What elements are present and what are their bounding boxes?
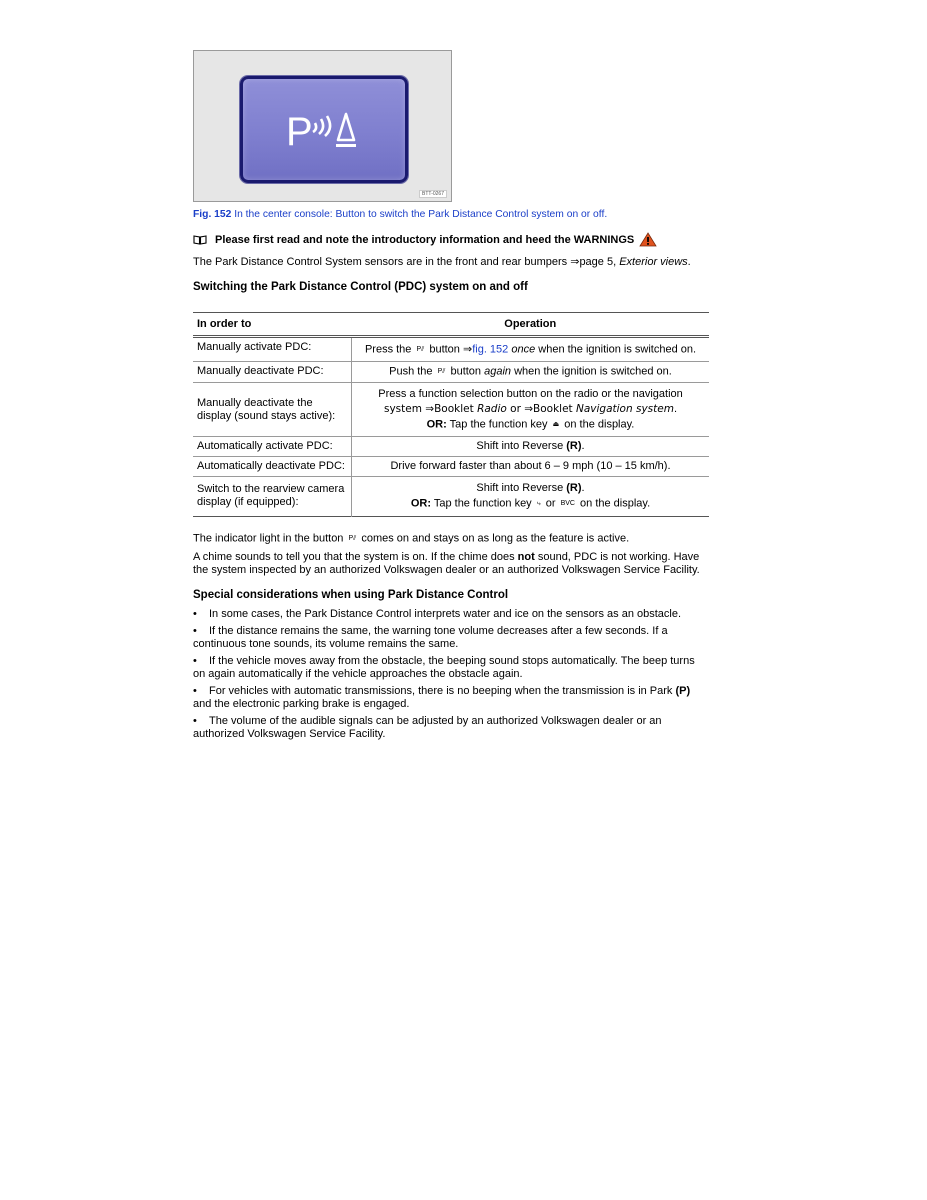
- table-row: [193, 437, 709, 457]
- table-row: [193, 382, 709, 436]
- table-row: [193, 457, 709, 477]
- caption-label: Fig. 152: [193, 209, 232, 220]
- op-text: Shift into Reverse: [476, 482, 567, 495]
- op-text: Press the: [364, 343, 415, 356]
- chime-text: sound, PDC is not working. Have the system inspected by an authorized Volkswagen dealer or an authorized Volkswagen Service Facility.: [193, 551, 700, 577]
- intro-warning-line: [193, 232, 709, 247]
- row-operation: [352, 437, 710, 457]
- chime-paragraph: [193, 551, 709, 577]
- row-action: Automatically deactivate PDC:: [193, 457, 352, 477]
- table-row: [193, 477, 709, 516]
- op-text: button: [447, 365, 485, 378]
- row-action: Automatically activate PDC:: [193, 437, 352, 457]
- list-item-text: If the distance remains the same, the warning tone volume decreases after a few seconds. If a continuous tone sounds, its volume remains the same.: [193, 625, 668, 651]
- op-italic: once: [508, 343, 536, 356]
- fig-152-link[interactable]: fig. 152: [472, 343, 509, 356]
- table-header-row: [193, 313, 709, 337]
- row-operation: Drive forward faster than about 6 – 9 mph (10 – 15 km/h).: [352, 457, 710, 477]
- or-label: OR:: [426, 418, 447, 431]
- gear-p: (P): [675, 685, 691, 698]
- row-operation: [352, 382, 710, 436]
- op-text: when the ignition is switched on.: [511, 365, 672, 378]
- pdc-key-icon: P⫽: [348, 534, 357, 542]
- op-text: Press a function selection button on the radio or the navigation: [378, 387, 683, 400]
- list-item-text: The volume of the audible signals can be adjusted by an authorized Volkswagen dealer or an authorized Volkswagen Service Facility.: [193, 715, 662, 741]
- list-item-text: If the vehicle moves away from the obstacle, the beeping sound stops automatically. The beep turns on again automatically if the vehicle approaches the obstacle again.: [193, 655, 695, 681]
- col-header-in-order-to: In order to: [197, 318, 252, 330]
- list-item: • If the distance remains the same, the warning tone volume decreases after a few seconds. If a continuous tone sounds, its volume remains the same.: [193, 625, 668, 651]
- row-operation: [352, 337, 710, 362]
- chime-not: not: [517, 551, 535, 564]
- row-operation: [352, 477, 710, 516]
- gear-r: (R): [566, 440, 582, 453]
- list-item: • For vehicles with automatic transmissions, there is no beeping when the transmission is in Park (P) and the electronic parking brake is engaged.: [193, 685, 691, 711]
- indicator-text: The indicator light in the button: [193, 532, 347, 545]
- indicator-paragraph: [193, 532, 709, 545]
- warning-triangle-icon: [639, 232, 657, 247]
- pdc-operation-table: [193, 312, 709, 517]
- camera-key-icon: ⤷: [536, 500, 541, 508]
- booklet-ref[interactable]: system ⇒Booklet: [384, 402, 478, 415]
- warning-text: Please first read and note the introductory information and heed the WARNINGS: [215, 233, 635, 246]
- op-italic: again: [484, 365, 512, 378]
- op-text: when the ignition is switched on.: [535, 343, 697, 356]
- list-item: • The volume of the audible signals can be adjusted by an authorized Volkswagen dealer or an authorized Volkswagen Service Facility.: [193, 715, 662, 741]
- op-text: Tap the function key: [446, 418, 551, 431]
- svg-text:P: P: [286, 110, 313, 151]
- indicator-text: comes on and stays on as long as the feature is active.: [358, 532, 630, 545]
- sensor-text-end: .: [687, 256, 691, 268]
- op-text: Tap the function key: [430, 497, 535, 510]
- table-row: [193, 362, 709, 382]
- booklet-radio[interactable]: Radio: [477, 402, 507, 415]
- manual-page: [193, 50, 709, 745]
- special-considerations-list: [193, 608, 709, 741]
- list-item: • In some cases, the Park Distance Control interprets water and ice on the sensors as an obstacle.: [193, 608, 682, 621]
- op-text: on the display.: [561, 418, 635, 431]
- pdc-key-icon: P⫽: [437, 368, 446, 376]
- op-text: .: [581, 440, 585, 453]
- figure-code: BTT-0267: [419, 190, 447, 198]
- pdc-button-icon: [286, 107, 368, 151]
- caption-text: In the center console: Button to switch the Park Distance Control system on or off.: [231, 209, 608, 220]
- row-action: Switch to the rearview camera display (if equipped):: [193, 477, 352, 516]
- sensor-text: The Park Distance Control System sensors are in the front and rear bumpers ⇒page 5,: [193, 256, 620, 268]
- table-row: [193, 337, 709, 362]
- book-icon: [193, 235, 207, 245]
- op-text: on the display.: [576, 497, 651, 510]
- gear-r: (R): [566, 482, 582, 495]
- col-header-operation: Operation: [504, 318, 557, 330]
- row-action: Manually deactivate PDC:: [193, 362, 352, 382]
- op-text: Shift into Reverse: [476, 440, 567, 453]
- bvc-key-icon: BVC: [560, 500, 575, 508]
- list-item-text: For vehicles with automatic transmissions, there is no beeping when the transmission is in Park: [209, 685, 676, 698]
- list-item-text: and the electronic parking brake is engaged.: [193, 698, 410, 711]
- list-item-text: In some cases, the Park Distance Control interprets water and ice on the sensors as an obstacle.: [209, 608, 682, 621]
- op-text: Push the: [389, 365, 436, 378]
- op-text: button ⇒: [426, 343, 473, 356]
- booklet-ref[interactable]: or ⇒Booklet: [506, 402, 576, 415]
- op-text: .: [673, 402, 677, 415]
- section-heading-special: Special considerations when using Park Distance Control: [193, 589, 509, 602]
- figure-caption: [193, 209, 709, 220]
- op-text: or: [542, 497, 559, 510]
- section-heading-switching: Switching the Park Distance Control (PDC) system on and off: [193, 281, 528, 293]
- row-action: Manually deactivate the display (sound stays active):: [193, 382, 352, 436]
- chime-text: A chime sounds to tell you that the system is on. If the chime does: [193, 551, 518, 564]
- or-label: OR:: [410, 497, 431, 510]
- list-item: • If the vehicle moves away from the obstacle, the beeping sound stops automatically. The beep turns on again automatically if the vehicle approaches the obstacle again.: [193, 655, 695, 681]
- sensor-location-paragraph: [193, 256, 709, 269]
- op-text: .: [581, 482, 585, 495]
- figure-pdc-button: [193, 50, 452, 202]
- pdc-button-illustration: [240, 76, 408, 183]
- display-off-icon: ⏏: [552, 420, 560, 428]
- exterior-views-ref[interactable]: Exterior views: [619, 256, 688, 268]
- booklet-navigation[interactable]: Navigation system: [576, 402, 674, 415]
- row-action: Manually activate PDC:: [193, 337, 352, 362]
- row-operation: [352, 362, 710, 382]
- pdc-key-icon: P⫽: [416, 346, 425, 353]
